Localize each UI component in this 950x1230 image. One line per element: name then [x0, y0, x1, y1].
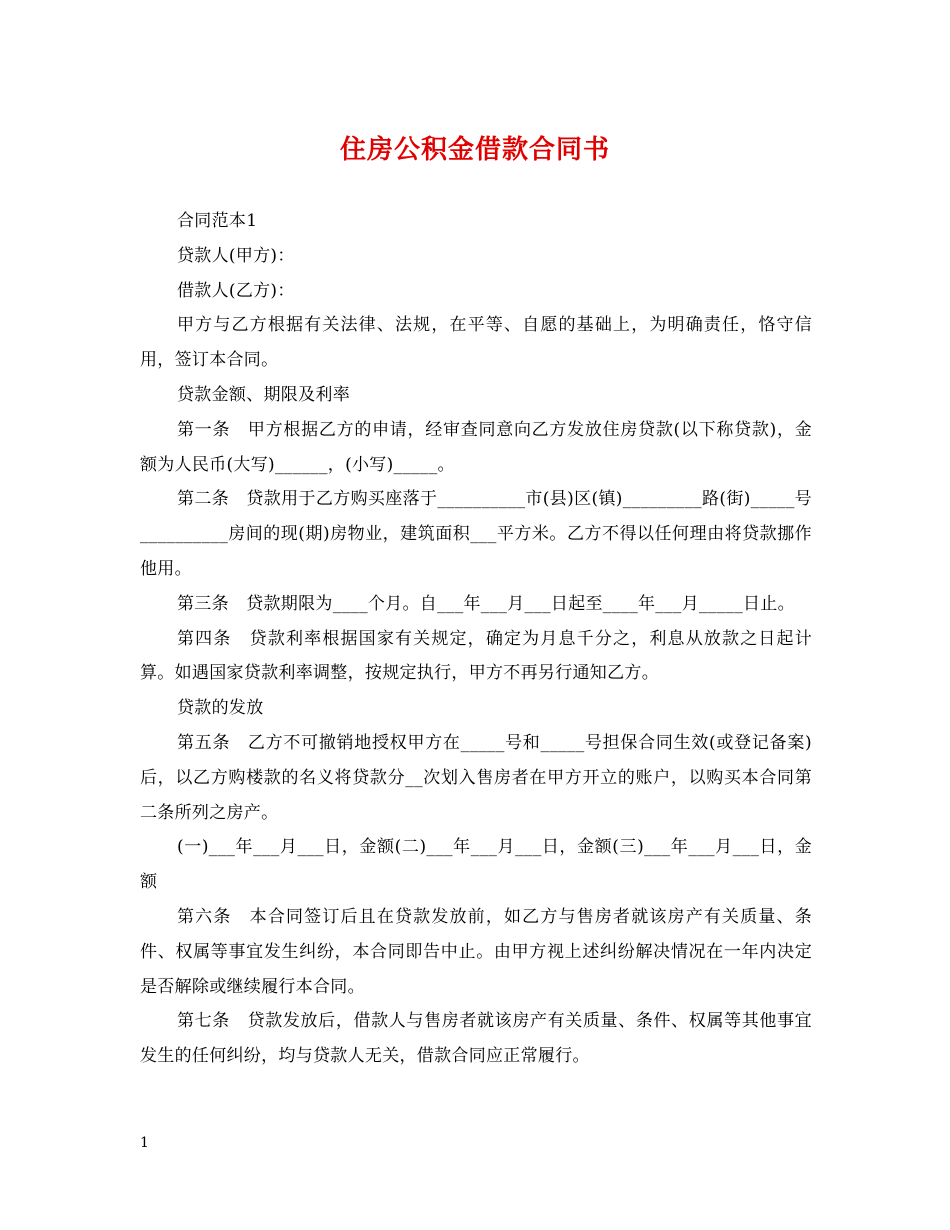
section-heading-disbursement: 贷款的发放: [177, 698, 264, 719]
disbursement-schedule: (一)___年___月___日，金额(二)___年___月___日，金额(三)___年___月___日，金额: [140, 837, 812, 893]
article-3: 第三条 贷款期限为____个月。自___年___月___日起至____年___月_____日止。: [177, 593, 795, 614]
page-number: 1: [140, 1135, 149, 1151]
paragraph-borrower: 借款人(乙方)：: [177, 280, 295, 301]
section-heading-amount-term-rate: 贷款金额、期限及利率: [177, 384, 350, 405]
article-4: 第四条 贷款利率根据国家有关规定，确定为月息千分之，利息从放款之日起计算。如遇国家贷款利率调整，按规定执行，甲方不再另行通知乙方。: [140, 628, 812, 684]
document-title: 住房公积金借款合同书: [339, 135, 610, 165]
article-2: 第二条 贷款用于乙方购买座落于__________市(县)区(镇)_________路(街)_____号__________房间的现(期)房物业，建筑面积___平方米。乙方不得以任何理由将贷款挪作他用。: [140, 489, 812, 579]
article-1: 第一条 甲方根据乙方的申请，经审查同意向乙方发放住房贷款(以下称贷款)，金额为人民币(大写)______，(小写)_____。: [140, 419, 812, 475]
paragraph-lender: 贷款人(甲方)：: [177, 245, 295, 266]
paragraph-contract-sample: 合同范本1: [177, 211, 258, 231]
document-body: [140, 204, 812, 1074]
paragraph-preamble: 甲方与乙方根据有关法律、法规，在平等、自愿的基础上，为明确责任，恪守信用，签订本合同。: [140, 315, 812, 371]
article-6: 第六条 本合同签订后且在贷款发放前，如乙方与售房者就该房产有关质量、条件、权属等事宜发生纠纷，本合同即告中止。由甲方视上述纠纷解决情况在一年内决定是否解除或继续履行本合同。: [140, 906, 812, 997]
article-5: 第五条 乙方不可撤销地授权甲方在_____号和_____号担保合同生效(或登记备案)后，以乙方购楼款的名义将贷款分__次划入售房者在甲方开立的账户，以购买本合同第二条所列之房产。: [140, 732, 812, 823]
article-7: 第七条 贷款发放后，借款人与售房者就该房产有关质量、条件、权属等其他事宜发生的任何纠纷，均与贷款人无关，借款合同应正常履行。: [140, 1011, 812, 1067]
